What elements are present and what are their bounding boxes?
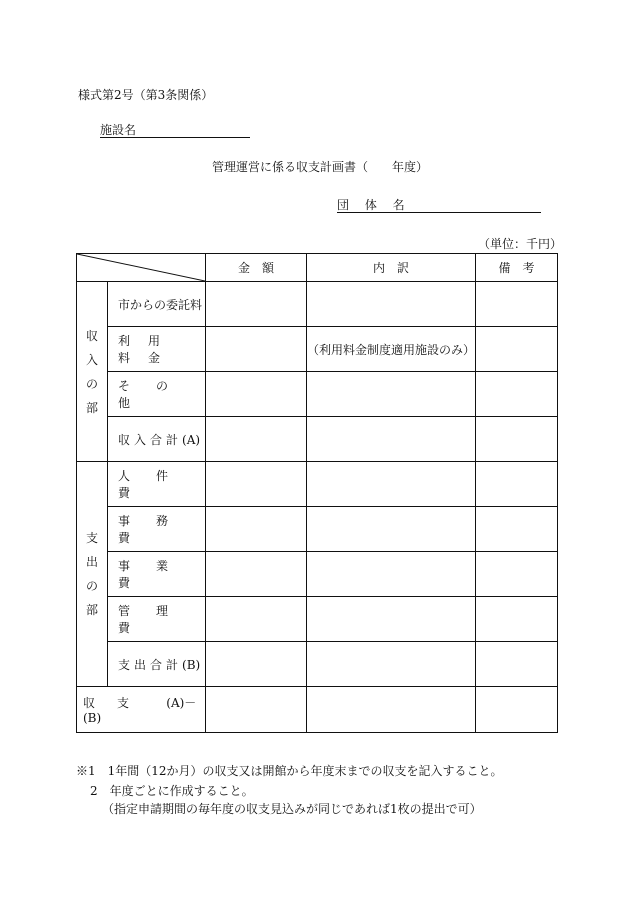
expense-item-label: 人件費	[108, 462, 206, 507]
table-row	[77, 327, 558, 372]
breakdown-cell[interactable]	[307, 597, 476, 642]
breakdown-cell[interactable]	[307, 372, 476, 417]
table-row	[77, 282, 558, 327]
facility-name-field	[100, 121, 250, 138]
note-2: 2 年度ごとに作成すること。	[90, 784, 254, 798]
breakdown-cell[interactable]	[307, 462, 476, 507]
amount-cell[interactable]	[206, 642, 307, 687]
remarks-cell[interactable]	[476, 642, 558, 687]
balance-label: 収支 (A)－(B)	[77, 687, 206, 733]
income-item-label: 利用料金	[108, 327, 206, 372]
table-row	[77, 417, 558, 462]
diagonal-header-cell	[77, 254, 206, 282]
organization-name-blank[interactable]	[411, 198, 541, 213]
note-3: （指定申請期間の毎年度の収支見込みが同じであれば1枚の提出で可）	[102, 802, 482, 816]
facility-name-blank[interactable]	[136, 123, 250, 138]
remarks-cell[interactable]	[476, 597, 558, 642]
breakdown-cell[interactable]	[307, 417, 476, 462]
balance-row	[77, 687, 558, 733]
remarks-cell[interactable]	[476, 282, 558, 327]
column-header-amount: 金 額	[206, 254, 307, 282]
breakdown-cell[interactable]: （利用料金制度適用施設のみ）	[307, 327, 476, 372]
income-total-label: 収入合計(A)	[108, 417, 206, 462]
remarks-cell[interactable]	[476, 417, 558, 462]
remarks-cell[interactable]	[476, 687, 558, 733]
organization-label: 団 体 名	[337, 198, 411, 212]
table-header-row	[77, 254, 558, 282]
remarks-cell[interactable]	[476, 552, 558, 597]
amount-cell[interactable]	[206, 597, 307, 642]
budget-table	[76, 253, 558, 733]
amount-cell[interactable]	[206, 372, 307, 417]
expense-item-label: 管理費	[108, 597, 206, 642]
breakdown-cell[interactable]	[307, 687, 476, 733]
form-number: 様式第2号（第3条関係）	[78, 88, 214, 102]
table-row	[77, 552, 558, 597]
table-row	[77, 507, 558, 552]
breakdown-cell[interactable]	[307, 552, 476, 597]
remarks-cell[interactable]	[476, 327, 558, 372]
table-row	[77, 642, 558, 687]
amount-cell[interactable]	[206, 417, 307, 462]
table-row	[77, 462, 558, 507]
amount-cell[interactable]	[206, 507, 307, 552]
document-title: 管理運営に係る収支計画書（ 年度）	[212, 160, 429, 174]
amount-cell[interactable]	[206, 552, 307, 597]
table-row	[77, 597, 558, 642]
income-section-label: 収 入 の 部	[77, 282, 108, 462]
remarks-cell[interactable]	[476, 462, 558, 507]
expense-item-label: 事務費	[108, 507, 206, 552]
facility-label: 施設名	[100, 123, 137, 137]
unit-label: （単位：千円）	[478, 237, 563, 251]
expense-total-label: 支出合計(B)	[108, 642, 206, 687]
breakdown-cell[interactable]	[307, 642, 476, 687]
table-row	[77, 372, 558, 417]
note-1: ※1 1年間（12か月）の収支又は開館から年度末までの収支を記入すること。	[76, 764, 503, 778]
amount-cell[interactable]	[206, 687, 307, 733]
amount-cell[interactable]	[206, 327, 307, 372]
remarks-cell[interactable]	[476, 507, 558, 552]
column-header-remarks: 備 考	[476, 254, 558, 282]
breakdown-cell[interactable]	[307, 507, 476, 552]
balance-formula: (A)－(B)	[83, 696, 197, 725]
organization-field	[337, 196, 541, 213]
breakdown-cell[interactable]	[307, 282, 476, 327]
amount-cell[interactable]	[206, 282, 307, 327]
remarks-cell[interactable]	[476, 372, 558, 417]
expense-item-label: 事業費	[108, 552, 206, 597]
income-item-label: 市からの委託料	[108, 282, 206, 327]
expense-section-label: 支 出 の 部	[77, 462, 108, 687]
column-header-breakdown: 内 訳	[307, 254, 476, 282]
amount-cell[interactable]	[206, 462, 307, 507]
income-item-label: その他	[108, 372, 206, 417]
